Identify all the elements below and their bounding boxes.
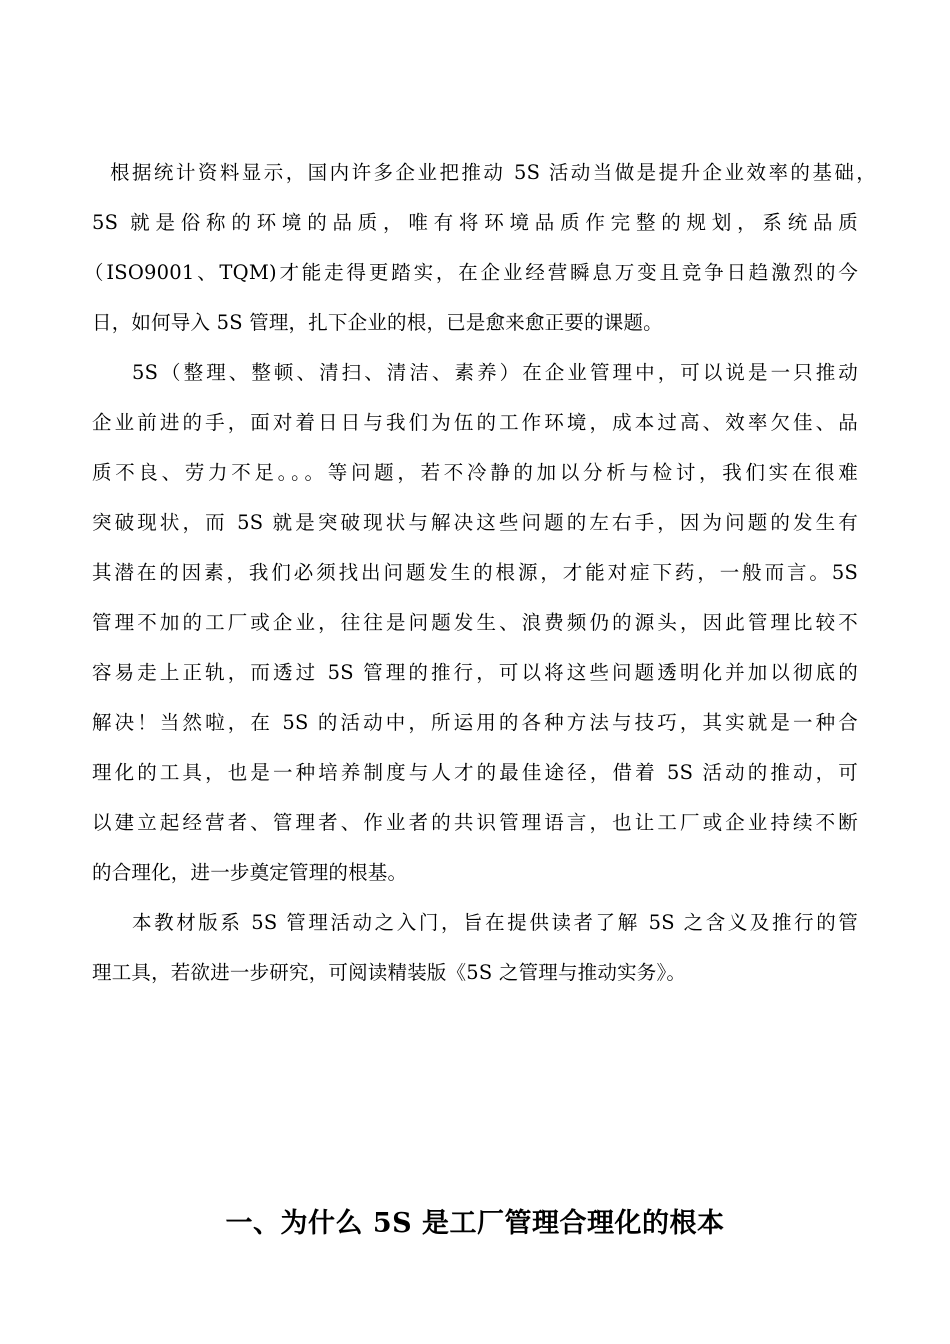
text-line: 日，如何导入 5S 管理，扎下企业的根，已是愈来愈正要的课题。: [92, 311, 663, 334]
text-line: 质不良、劳力不足。。。等问题，若不冷静的加以分析与检讨，我们实在很难: [92, 461, 858, 484]
text-line: 本教材版系 5S 管理活动之入门，旨在提供读者了解 5S 之含义及推行的管: [132, 911, 858, 934]
text-line: 其潜在的因素，我们必须找出问题发生的根源，才能对症下药，一般而言。5S: [92, 561, 858, 584]
text-line: 突破现状，而 5S 就是突破现状与解决这些问题的左右手，因为问题的发生有: [92, 511, 858, 534]
text-line: 管理不加的工厂或企业，往往是问题发生、浪费频仍的源头，因此管理比较不: [92, 611, 858, 634]
text-line: 理工具，若欲进一步研究，可阅读精装版《5S 之管理与推动实务》。: [92, 961, 687, 984]
text-line: 根据统计资料显示，国内许多企业把推动 5S 活动当做是提升企业效率的基础，: [110, 161, 876, 184]
text-line: 的合理化，进一步奠定管理的根基。: [92, 861, 408, 884]
text-line: 容易走上正轨，而透过 5S 管理的推行，可以将这些问题透明化并加以彻底的: [92, 661, 858, 684]
text-line: 解决！当然啦，在 5S 的活动中，所运用的各种方法与技巧，其实就是一种合: [92, 711, 858, 734]
text-line: 5S（整理、整顿、清扫、清洁、素养）在企业管理中，可以说是一只推动: [132, 361, 858, 384]
text-line: 理化的工具，也是一种培养制度与人才的最佳途径，借着 5S 活动的推动，可: [92, 761, 858, 784]
text-line: 5S 就是俗称的环境的品质，唯有将环境品质作完整的规划，系统品质: [92, 211, 858, 234]
text-line: 以建立起经营者、管理者、作业者的共识管理语言，也让工厂或企业持续不断: [92, 811, 858, 834]
section-heading: 一、为什么 5S 是工厂管理合理化的根本: [225, 1208, 725, 1239]
text-line: 企业前进的手，面对着日日与我们为伍的工作环境，成本过高、效率欠佳、品: [92, 411, 858, 434]
text-line: （ISO9001、TQM)才能走得更踏实，在企业经营瞬息万变且竞争日趋激烈的今: [84, 261, 858, 284]
